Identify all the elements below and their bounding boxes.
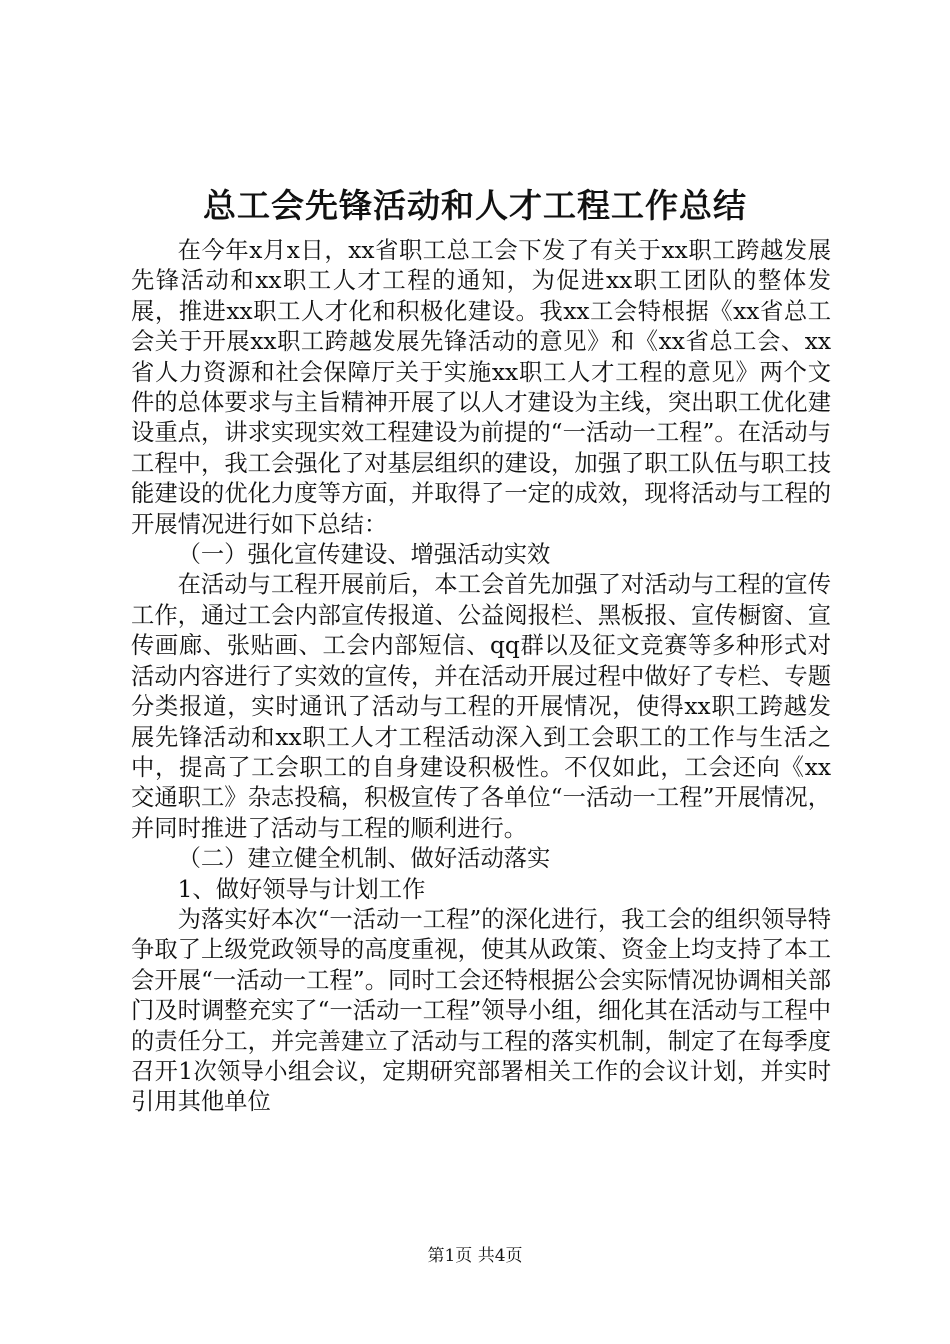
section-heading-1: （一）强化宣传建设、增强活动实效 bbox=[177, 541, 551, 569]
section-heading-2: （二）建立健全机制、做好活动落实 bbox=[177, 845, 551, 873]
paragraph-publicity: 在活动与工程开展前后，本工会首先加强了对活动与工程的宣传工作，通过工会内部宣传报道、公益阅报栏、黑板报、宣传橱窗、宣传画廊、张贴画、工会内部短信、qq群以及征文竞赛等多种形式对活动内容进行了实效的宣传，并在活动开展过程中做好了专栏、专题分类报道，实时通讯了活动与工程的开展情况，使得xx职工跨越发展先锋活动和xx职工人才工程活动深入到工会职工的工作与生活之中，提高了工会职工的自身建设积极性。不仅如此，工会还向《xx交通职工》杂志投稿，积极宣传了各单位“一活动一工程”开展情况，并同时推进了活动与工程的顺利进行。 bbox=[131, 571, 831, 842]
page-number: 第1页 共4页 bbox=[427, 1246, 523, 1266]
subsection-heading-1: 1、做好领导与计划工作 bbox=[177, 875, 426, 903]
document-title: 总工会先锋活动和人才工程工作总结 bbox=[203, 186, 747, 225]
paragraph-leadership: 为落实好本次“一活动一工程”的深化进行，我工会的组织领导特争取了上级党政领导的高度重视，使其从政策、资金上均支持了本工会开展“一活动一工程”。同时工会还特根据公会实际情况协调相关部门及时调整充实了“一活动一工程”领导小组，细化其在活动与工程中的责任分工，并完善建立了活动与工程的落实机制，制定了在每季度召开1次领导小组会议，定期研究部署相关工作的会议计划，并实时引用其他单位 bbox=[131, 905, 831, 1116]
document-body bbox=[131, 236, 831, 1118]
paragraph-intro: 在今年x月x日，xx省职工总工会下发了有关于xx职工跨越发展先锋活动和xx职工人才工程的通知，为促进xx职工团队的整体发展，推进xx职工人才化和积极化建设。我xx工会特根据《xx省总工会关于开展xx职工跨越发展先锋活动的意见》和《xx省总工会、xx省人力资源和社会保障厅关于实施xx职工人才工程的意见》两个文件的总体要求与主旨精神开展了以人才建设为主线，突出职工优化建设重点，讲求实现实效工程建设为前提的“一活动一工程”。在活动与工程中，我工会强化了对基层组织的建设，加强了职工队伍与职工技能建设的优化力度等方面，并取得了一定的成效，现将活动与工程的开展情况进行如下总结： bbox=[131, 237, 831, 538]
